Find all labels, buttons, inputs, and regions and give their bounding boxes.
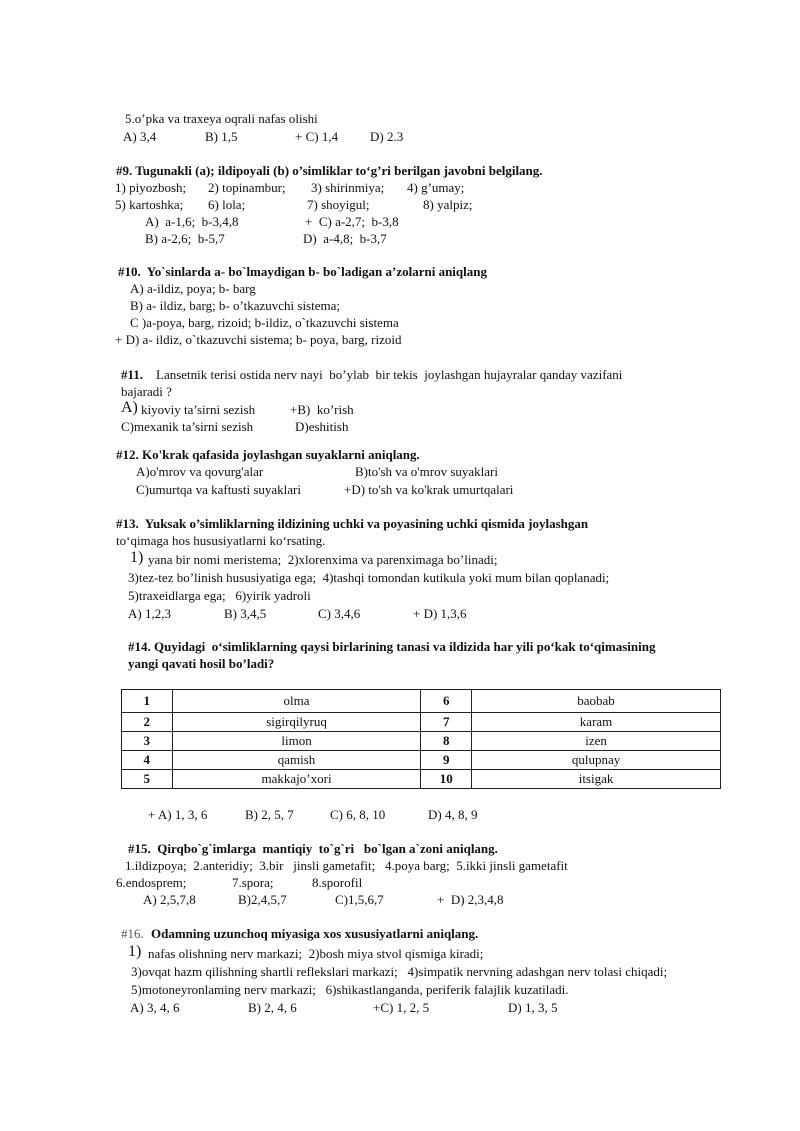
q9-item-2: 2) topinambur; [208,180,286,195]
q15-answer-b: B)2,4,5,7 [238,892,287,907]
table-cell-plant: sigirqilyruq [172,713,421,732]
q9-item-7: 7) shoyigul; [307,197,370,212]
q8-answer-c: + C) 1,4 [295,129,339,144]
q16-answer-d: D) 1, 3, 5 [508,1000,558,1015]
q9-item-4: 4) g’umay; [407,180,465,195]
q12-answer-b: B)to'sh va o'mrov suyaklari [355,464,498,479]
q11-answer-d: D)eshitish [295,419,349,434]
q10-option-b: B) a- ildiz, barg; b- o’tkazuvchi sistema; [130,298,340,313]
q16-title: Odamning uzunchoq miyasiga xos xususiyatlarni aniqlang. [151,926,479,941]
q15-answer-d: + D) 2,3,4,8 [437,892,504,907]
q8-answer-b: B) 1,5 [205,129,238,144]
q12-answer-c: C)umurtqa va kaftusti suyaklari [136,482,301,497]
q14-answer-b: B) 2, 5, 7 [245,807,294,822]
q13-answer-d: + D) 1,3,6 [413,606,467,621]
plants-table [121,689,721,789]
table-cell-plant: olma [172,690,421,713]
q11-answer-a-letter: A) [121,399,138,416]
q16-answer-a: A) 3, 4, 6 [130,1000,180,1015]
q10-title: #10. Yo`sinlarda a- bo`lmaydigan b- bo`ladigan a’zolarni aniqlang [118,264,487,279]
q16-answer-c: +C) 1, 2, 5 [373,1000,430,1015]
q10-option-c: C )a-poya, barg, rizoid; b-ildiz, o`tkazuvchi sistema [130,315,399,330]
table-cell-number: 9 [421,751,472,770]
q15-item-6: 6.endosprem; [116,875,187,890]
table-row [122,732,721,751]
q15-answer-c: C)1,5,6,7 [335,892,384,907]
q14-answer-a: + A) 1, 3, 6 [148,807,208,822]
table-cell-number: 6 [421,690,472,713]
q16-number: #16. [121,926,144,941]
q16-line-2: 3)ovqat hazm qilishning shartli reflekslari markazi; 4)simpatik nervning adashgan nerv tolasi chiqadi; [131,964,668,979]
q8-item-5: 5.o’pka va traxeya oqrali nafas olishi [125,111,318,126]
q12-answer-a: A)o'mrov va qovurg'alar [136,464,264,479]
q10-option-d: + D) a- ildiz, o`tkazuvchi sistema; b- poya, barg, rizoid [115,332,402,347]
table-cell-number: 1 [122,690,173,713]
q9-item-3: 3) shirinmiya; [311,180,385,195]
q9-answer-a: A) a-1,6; b-3,4,8 [145,214,239,229]
q13-answer-c: C) 3,4,6 [318,606,361,621]
table-cell-plant: limon [172,732,421,751]
table-cell-plant: izen [472,732,721,751]
q11-title: Lansetnik terisi ostida nerv nayi bo’ylab bir tekis joylashgan hujayralar qanday vazifani [156,367,623,382]
q15-title: #15. Qirqbo`g`imlarga mantiqiy to`g`ri bo`lgan a`zoni aniqlang. [128,841,498,856]
table-cell-number: 7 [421,713,472,732]
q16-item-1-number: 1) [128,943,142,960]
q12-answer-d: +D) to'sh va ko'krak umurtqalari [344,482,514,497]
table-cell-number: 8 [421,732,472,751]
q11-title-cont: bajaradi ? [121,384,172,399]
q14-answer-c: C) 6, 8, 10 [330,807,386,822]
q13-item-1-number: 1) [130,549,144,566]
table-cell-plant: baobab [472,690,721,713]
q9-answer-c: + C) a-2,7; b-3,8 [305,214,399,229]
q13-title-cont: to‘qimaga hos hususiyatlarni ko‘rsating. [116,533,326,548]
q13-line-2: 3)tez-tez bo’linish hususiyatiga ega; 4)tashqi tomondan kutikula yoki mum bilan qoplanadi; [128,570,610,585]
q11-answer-a: kiyoviy ta’sirni sezish [141,402,256,417]
table-row [122,751,721,770]
table-cell-plant: qamish [172,751,421,770]
q9-item-5: 5) kartoshka; [115,197,184,212]
table-cell-number: 10 [421,770,472,789]
q8-answer-d: D) 2.3 [370,129,404,144]
table-cell-plant: karam [472,713,721,732]
q11-number: #11. [121,367,144,382]
table-cell-number: 4 [122,751,173,770]
q13-answer-a: A) 1,2,3 [128,606,171,621]
table-cell-plant: makkajo’xori [172,770,421,789]
q14-title-cont: yangi qavati hosil bo’ladi? [128,656,275,671]
q13-line-1: yana bir nomi meristema; 2)xlorenxima va parenximaga bo’linadi; [148,552,498,567]
q9-item-8: 8) yalpiz; [423,197,473,212]
q9-answer-d: D) a-4,8; b-3,7 [303,231,387,246]
q9-item-6: 6) lola; [208,197,246,212]
table-cell-plant: qulupnay [472,751,721,770]
q13-line-3: 5)traxeidlarga ega; 6)yirik yadroli [128,588,311,603]
table-row [122,770,721,789]
table-cell-number: 2 [122,713,173,732]
q14-title: #14. Quyidagi o‘simliklarning qaysi birlarining tanasi va ildizida har yili po‘kak to‘qimasining [128,639,656,654]
q10-option-a: A) a-ildiz, poya; b- barg [130,281,256,296]
q15-line-1: 1.ildizpoya; 2.anteridiy; 3.bir jinsli gametafit; 4.poya barg; 5.ikki jinsli gametafit [125,858,568,873]
q15-item-7: 7.spora; [232,875,274,890]
q15-item-8: 8.sporofil [312,875,363,890]
table-cell-plant: itsigak [472,770,721,789]
q12-title: #12. Ko'krak qafasida joylashgan suyaklarni aniqlang. [116,447,420,462]
table-cell-number: 3 [122,732,173,751]
q14-answer-d: D) 4, 8, 9 [428,807,478,822]
q16-answer-b: B) 2, 4, 6 [248,1000,297,1015]
q8-answer-a: A) 3,4 [123,129,157,144]
q16-line-1: nafas olishning nerv markazi; 2)bosh miya stvol qismiga kiradi; [148,946,484,961]
table-row [122,713,721,732]
table-row [122,690,721,713]
q13-title: #13. Yuksak o’simliklarning ildizining uchki va poyasining uchki qismida joylashgan [116,516,589,531]
q9-item-1: 1) piyozbosh; [115,180,187,195]
q15-answer-a: A) 2,5,7,8 [143,892,196,907]
q9-title: #9. Tugunakli (a); ildipoyali (b) o’simliklar to‘g’ri berilgan javobni belgilang. [116,163,543,178]
q9-answer-b: B) a-2,6; b-5,7 [145,231,225,246]
q11-answer-c: C)mexanik ta’sirni sezish [121,419,254,434]
q13-answer-b: B) 3,4,5 [224,606,267,621]
table-cell-number: 5 [122,770,173,789]
q16-line-3: 5)motoneyronlaming nerv markazi; 6)shikastlanganda, periferik falajlik kuzatiladi. [131,982,569,997]
q11-answer-b: +B) ko’rish [290,402,354,417]
